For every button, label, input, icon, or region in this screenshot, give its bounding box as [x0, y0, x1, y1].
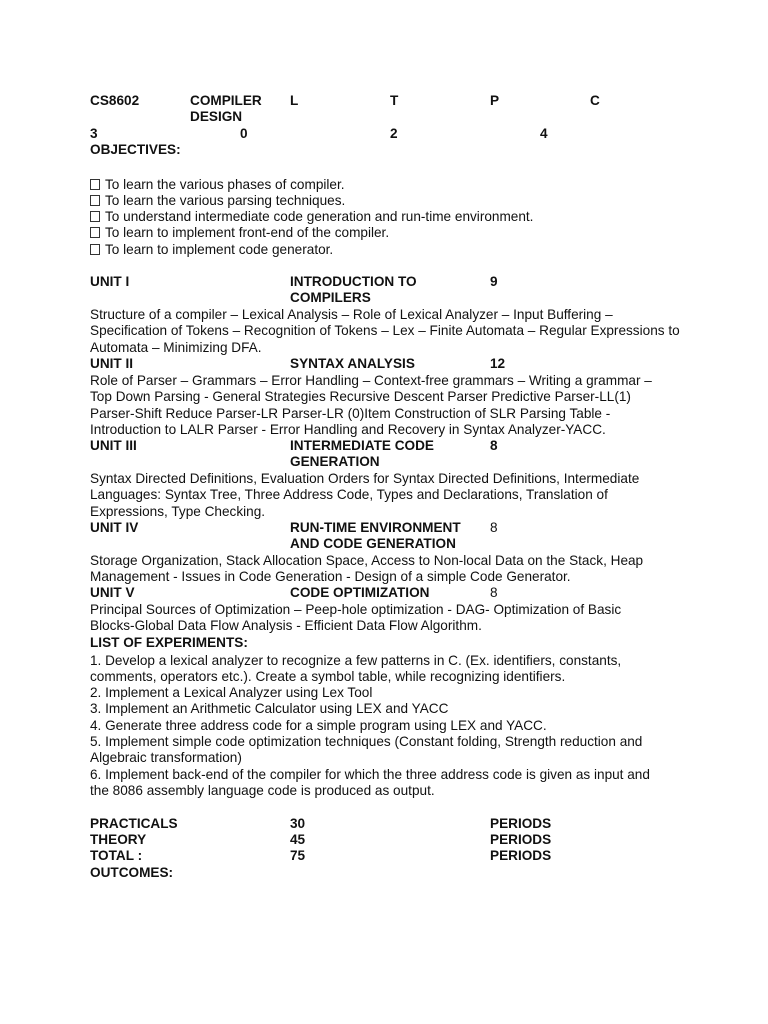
objective-item: To learn the various phases of compiler. [90, 177, 345, 193]
l-label: L [290, 93, 299, 108]
periods-unit: PERIODS [490, 848, 552, 863]
unit-hours: 9 [490, 274, 498, 289]
c-label: C [590, 93, 600, 108]
objective-item: To learn to implement front-end of the compiler. [90, 225, 389, 241]
periods-value: 75 [290, 848, 306, 863]
unit-hours: 12 [490, 356, 506, 371]
unit-title: INTRODUCTION TO COMPILERS [290, 274, 417, 306]
unit-hours: 8 [490, 520, 498, 535]
checkbox-bullet-icon [90, 227, 100, 238]
unit-label: UNIT IV [90, 520, 139, 535]
unit-label: UNIT I [90, 274, 130, 289]
unit-title: SYNTAX ANALYSIS [290, 356, 415, 371]
unit-content: Principal Sources of Optimization – Peep-hole optimization - DAG- Optimization of Basic Blocks-Global Data Flow Analysis - Efficient Data Flow Algorithm. [90, 602, 622, 634]
unit-title: INTERMEDIATE CODE GENERATION [290, 438, 434, 470]
objective-item: To understand intermediate code generation and run-time environment. [90, 209, 533, 225]
objectives-heading: OBJECTIVES: [90, 142, 181, 157]
unit-label: UNIT III [90, 438, 137, 453]
course-title: COMPILER DESIGN [190, 93, 262, 125]
periods-value: 30 [290, 816, 306, 831]
unit-hours: 8 [490, 438, 498, 453]
unit-content: Storage Organization, Stack Allocation Space, Access to Non-local Data on the Stack, Heap Management - Issues in Code Generation - Design of a simple Code Generator. [90, 553, 644, 585]
experiment-item: 6. Implement back-end of the compiler for which the three address code is given as input and the 8086 assembly language code is produced as output. [90, 767, 650, 799]
c-value: 4 [540, 126, 548, 141]
unit-content: Structure of a compiler – Lexical Analysis – Role of Lexical Analyzer – Input Buffering – Specification of Tokens – Recognition of Tokens – Lex – Finite Automata – Regular Expressions to Automata – Minimizing DFA. [90, 307, 680, 355]
unit-label: UNIT V [90, 585, 135, 600]
experiment-item: 1. Develop a lexical analyzer to recognize a few patterns in C. (Ex. identifiers, constants, comments, operators etc.). Create a symbol table, while recognizing identifiers. [90, 653, 622, 685]
periods-unit: PERIODS [490, 816, 552, 831]
l-value: 3 [90, 126, 98, 141]
p-value: 2 [390, 126, 398, 141]
unit-label: UNIT II [90, 356, 134, 371]
objective-item: To learn to implement code generator. [90, 242, 333, 258]
unit-content: Role of Parser – Grammars – Error Handling – Context-free grammars – Writing a grammar – Top Down Parsing - General Strategies Recursive Descent Parser Predictive Parser-LL(1) Parser-Shift Reduce Parser-LR Parser-LR (0)Item Construction of SLR Parsing Table - Introduction to LALR Parser - Error Handling and Recovery in Syntax Analyzer-YACC. [90, 373, 652, 437]
course-code: CS8602 [90, 93, 140, 108]
p-label: P [490, 93, 500, 108]
objective-item: To learn the various parsing techniques. [90, 193, 345, 209]
unit-content: Syntax Directed Definitions, Evaluation Orders for Syntax Directed Definitions, Intermediate Languages: Syntax Tree, Three Address Code, Types and Declarations, Translation of Expressions, Type Checking. [90, 471, 640, 519]
checkbox-bullet-icon [90, 244, 100, 255]
unit-title: RUN-TIME ENVIRONMENT AND CODE GENERATION [290, 520, 461, 552]
experiment-item: 2. Implement a Lexical Analyzer using Lex Tool [90, 685, 373, 700]
experiment-item: 4. Generate three address code for a simple program using LEX and YACC. [90, 718, 547, 733]
periods-label: TOTAL : [90, 848, 143, 863]
periods-unit: PERIODS [490, 832, 552, 847]
t-label: T [390, 93, 399, 108]
periods-label: PRACTICALS [90, 816, 178, 831]
unit-hours: 8 [490, 585, 498, 600]
checkbox-bullet-icon [90, 179, 100, 190]
experiment-item: 5. Implement simple code optimization techniques (Constant folding, Strength reduction and Algebraic transformation) [90, 734, 643, 766]
outcomes-heading: OUTCOMES: [90, 865, 174, 880]
periods-value: 45 [290, 832, 306, 847]
experiments-heading: LIST OF EXPERIMENTS: [90, 635, 248, 650]
checkbox-bullet-icon [90, 211, 100, 222]
checkbox-bullet-icon [90, 195, 100, 206]
experiment-item: 3. Implement an Arithmetic Calculator using LEX and YACC [90, 701, 449, 716]
periods-label: THEORY [90, 832, 147, 847]
unit-title: CODE OPTIMIZATION [290, 585, 430, 600]
t-value: 0 [240, 126, 248, 141]
